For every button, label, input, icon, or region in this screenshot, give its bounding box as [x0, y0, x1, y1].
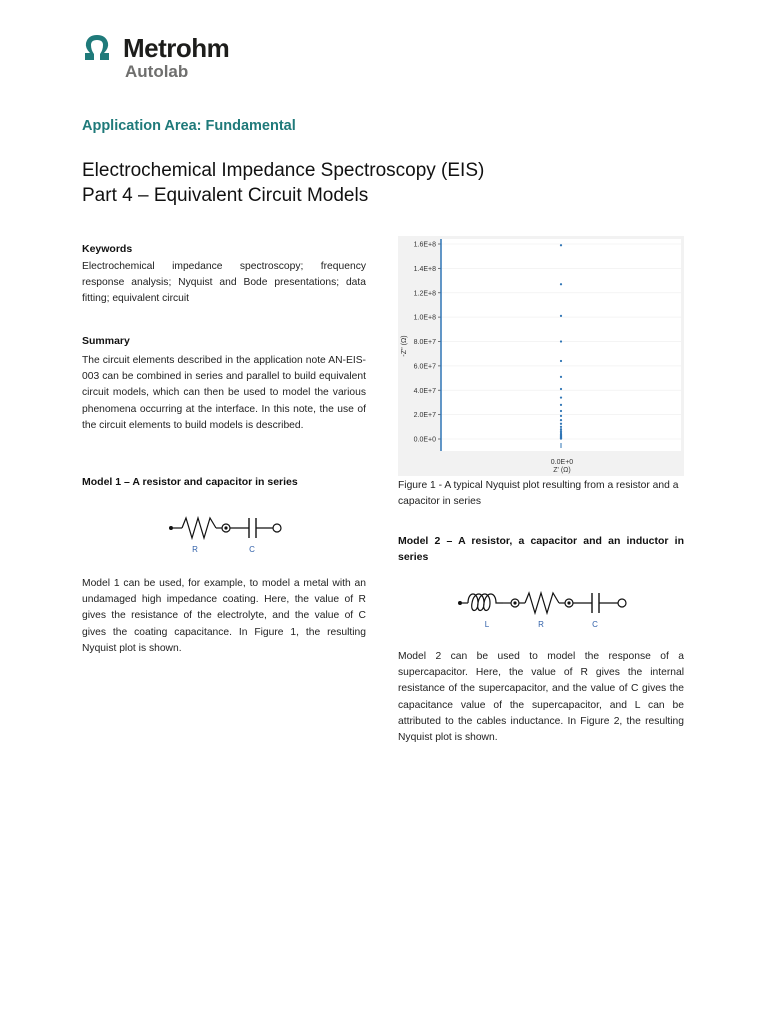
sub-brand-name: Autolab [125, 62, 189, 81]
data-point [560, 376, 562, 378]
label-c: C [592, 620, 598, 629]
resistor-symbol [525, 593, 559, 613]
x-axis-label: Z' (Ω) [553, 467, 571, 474]
terminal-dot [169, 526, 173, 530]
label-r: R [192, 545, 198, 554]
y-tick-label: 1.0E+8 [413, 314, 436, 322]
inductor-symbol [468, 594, 503, 611]
terminal-dot [458, 601, 462, 605]
x-tick-label: 0.0E+0 [550, 459, 574, 466]
model2-text: Model 2 can be used to model the response of a supercapacitor. Here, the value of R gives the internal resistance of the supercapacitor, and the value of C gives the capacitance value of the supercapacitor, and L can be attributed to the cables inductance. In Figure 2, the resulting Nyquist plot is shown. [398, 651, 684, 744]
y-tick-label: 8.0E+7 [413, 339, 436, 346]
data-point [560, 340, 562, 342]
data-point [560, 423, 562, 425]
brand-name: Metrohm [123, 33, 230, 63]
terminal-open [273, 524, 281, 532]
data-point [560, 360, 562, 362]
y-tick-label: 4.0E+7 [413, 387, 436, 395]
data-point [560, 438, 562, 440]
data-point [560, 283, 562, 285]
y-tick-label: 0.0E+0 [413, 436, 436, 444]
nyquist-plot [398, 236, 684, 476]
label-r: R [538, 620, 544, 629]
label-l: L [484, 620, 490, 629]
document-title-line2: Part 4 – Equivalent Circuit Models [82, 185, 369, 206]
data-point [560, 415, 562, 417]
model1-heading: Model 1 – A resistor and capacitor in series [82, 476, 298, 488]
terminal-open [618, 599, 626, 607]
data-point [560, 388, 562, 390]
y-tick-label: 1.6E+8 [413, 241, 436, 249]
data-point [560, 426, 562, 428]
y-tick-label: 1.2E+8 [413, 290, 436, 298]
model2-heading: Model 2 – A resistor, a capacitor and an inductor in series [398, 535, 684, 564]
data-point [560, 315, 562, 317]
summary-heading: Summary [82, 335, 130, 347]
keywords-text: Electrochemical impedance spectroscopy; frequency response analysis; Nyquist and Bode presentations; data fitting; equivalent circuit [82, 261, 366, 305]
resistor-symbol [182, 518, 216, 538]
y-axis-label: -Z'' (Ω) [401, 335, 408, 357]
data-point [560, 419, 562, 421]
metrohm-omega-icon [85, 35, 109, 60]
label-c: C [249, 545, 255, 554]
data-point [560, 396, 562, 398]
model1-circuit-diagram [166, 508, 290, 556]
summary-text: The circuit elements described in the application note AN-EIS-003 can be combined in series and parallel to build equivalent circuit models, which can then be used to model the various phenomena occurring at the interface. In this note, the use of the circuit elements to build models is described. [82, 355, 366, 431]
data-point [560, 244, 562, 246]
data-point [560, 410, 562, 412]
model1-text: Model 1 can be used, for example, to model a metal with an undamaged high impedance coating. Here, the value of R gives the resistance of the electrolyte, and the value of C gives the coating capacitance. In Figure 1, the resulting Nyquist plot is shown. [82, 578, 366, 654]
application-area: Application Area: Fundamental [82, 118, 296, 134]
document-title-line1: Electrochemical Impedance Spectroscopy (EIS) [82, 160, 485, 181]
figure1-caption: Figure 1 - A typical Nyquist plot resulting from a resistor and a capacitor in series [398, 480, 679, 508]
keywords-heading: Keywords [82, 243, 133, 255]
y-tick-label: 2.0E+7 [413, 412, 436, 420]
model2-circuit-diagram [455, 583, 635, 633]
data-point [560, 404, 562, 406]
y-tick-label: 1.4E+8 [413, 265, 436, 273]
y-tick-label: 6.0E+7 [413, 363, 436, 371]
